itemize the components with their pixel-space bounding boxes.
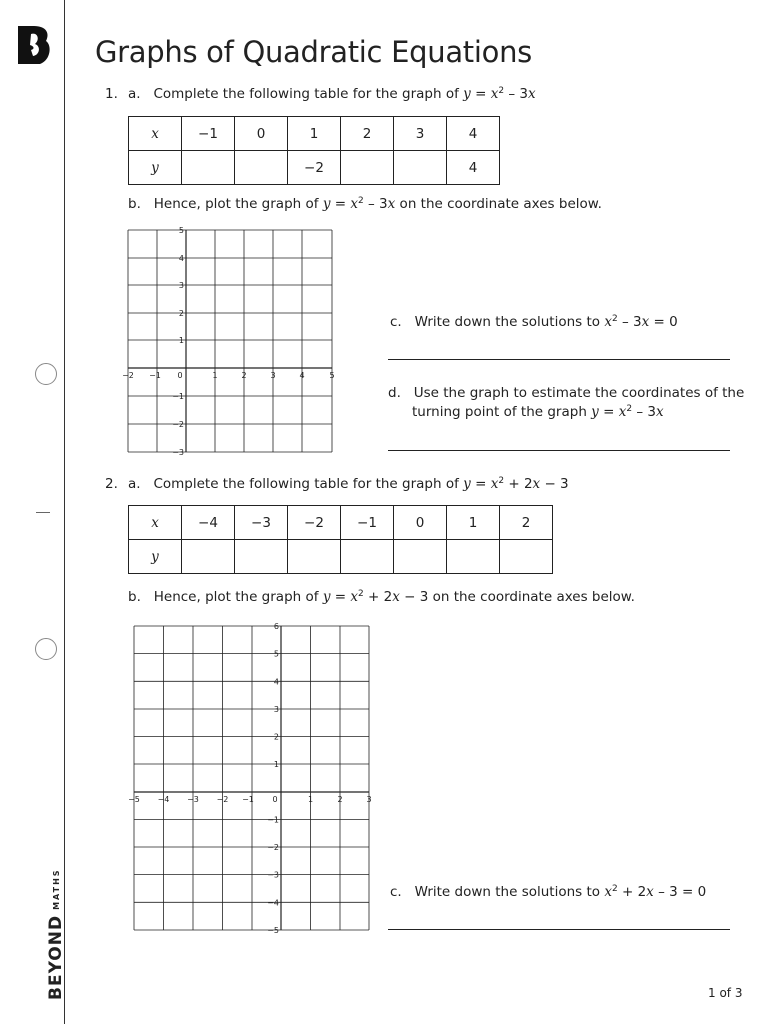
y-tick-label: −5 xyxy=(267,926,279,935)
table-cell: −1 xyxy=(182,117,235,151)
grid-lines xyxy=(128,230,335,452)
table-cell: −3 xyxy=(235,506,288,540)
q1d-answer-line[interactable] xyxy=(388,450,730,451)
table-cell: 2 xyxy=(341,117,394,151)
table-cell: 0 xyxy=(394,506,447,540)
table-cell: −1 xyxy=(341,506,394,540)
q2b-prompt: b. Hence, plot the graph of $y = x^2 + 2x - 3$ on the coordinate axes below. xyxy=(128,589,635,605)
answer-cell[interactable] xyxy=(182,540,235,574)
q1-value-table xyxy=(128,116,500,185)
x-tick-label: −2 xyxy=(216,795,229,804)
y-tick-label: 1 xyxy=(178,336,184,345)
table-cell: −4 xyxy=(182,506,235,540)
answer-cell[interactable] xyxy=(500,540,553,574)
x-tick-label: 2 xyxy=(337,795,343,804)
table-row-y xyxy=(129,151,500,185)
table-cell: x xyxy=(129,117,182,151)
q2-value-table xyxy=(128,505,553,574)
x-tick-label: −5 xyxy=(128,795,140,804)
y-tick-label: −1 xyxy=(267,815,279,825)
q2-coordinate-grid[interactable] xyxy=(124,618,380,938)
fold-mark xyxy=(36,512,50,513)
x-tick-label: 1 xyxy=(212,371,218,380)
q2a-prompt: a. Complete the following table for the graph of $y = x^2 + 2x - 3$ xyxy=(128,476,569,492)
table-row-y xyxy=(129,540,553,574)
y-tick-label: −1 xyxy=(172,392,184,401)
x-tick-label: −1 xyxy=(242,795,254,804)
binder-hole-top xyxy=(35,363,57,385)
beyond-logo-icon xyxy=(16,24,52,66)
answer-cell[interactable] xyxy=(341,540,394,574)
brand-sub: MATHS xyxy=(52,868,61,910)
q2c-answer-line[interactable] xyxy=(388,929,730,930)
page-title: Graphs of Quadratic Equations xyxy=(95,35,532,69)
table-cell: 4 xyxy=(447,151,500,185)
brand-wordmark xyxy=(24,860,66,1000)
table-cell: 1 xyxy=(447,506,500,540)
x-tick-label: −1 xyxy=(149,371,161,380)
x-tick-label: 5 xyxy=(329,371,335,380)
table-cell: 0 xyxy=(235,117,288,151)
answer-cell[interactable] xyxy=(182,151,235,185)
table-cell: 3 xyxy=(394,117,447,151)
table-cell: y xyxy=(129,540,182,574)
q1a-prompt: a. Complete the following table for the graph of $y = x^2 - 3x$ xyxy=(128,86,536,102)
brand-name: BEYOND xyxy=(46,914,66,1000)
x-tick-label: 2 xyxy=(241,371,247,380)
q1-coordinate-grid[interactable] xyxy=(118,222,348,462)
y-tick-label: −3 xyxy=(267,870,279,880)
x-tick-label: −2 xyxy=(122,371,134,380)
table-cell: 4 xyxy=(447,117,500,151)
table-row-x xyxy=(129,117,500,151)
y-tick-label: −2 xyxy=(172,420,184,429)
y-tick-label: 5 xyxy=(273,649,279,659)
y-tick-label: 1 xyxy=(273,760,279,769)
q2-number: 2. xyxy=(105,476,118,492)
x-tick-label: −3 xyxy=(187,795,199,804)
x-tick-label: 0 xyxy=(272,795,278,804)
table-cell: −2 xyxy=(288,151,341,185)
y-tick-label: 3 xyxy=(273,705,279,714)
x-tick-label: 4 xyxy=(299,371,305,380)
answer-cell[interactable] xyxy=(394,151,447,185)
grid-lines xyxy=(134,626,372,930)
answer-cell[interactable] xyxy=(288,540,341,574)
y-tick-label: 4 xyxy=(273,677,279,687)
q1-number: 1. xyxy=(105,86,118,102)
q1c-answer-line[interactable] xyxy=(388,359,730,360)
x-tick-label: 0 xyxy=(177,371,183,380)
table-row-x xyxy=(129,506,553,540)
table-cell: x xyxy=(129,506,182,540)
y-tick-label: −2 xyxy=(267,843,279,852)
table-cell: −2 xyxy=(288,506,341,540)
table-cell: 1 xyxy=(288,117,341,151)
x-tick-label: 1 xyxy=(307,795,314,804)
y-tick-label: 6 xyxy=(273,622,279,631)
q1d-prompt-line2: turning point of the graph $y = x^2 - 3x$ xyxy=(412,404,664,420)
x-tick-label: −4 xyxy=(157,795,170,804)
axes xyxy=(128,230,335,452)
q1d-prompt: d. Use the graph to estimate the coordinates of the xyxy=(388,385,745,401)
y-tick-label: 2 xyxy=(178,309,184,318)
q1b-prompt: b. Hence, plot the graph of $y = x^2 - 3x$ on the coordinate axes below. xyxy=(128,196,602,212)
answer-cell[interactable] xyxy=(447,540,500,574)
y-tick-label: −3 xyxy=(172,448,184,457)
q2c-prompt: c. Write down the solutions to $x^2 + 2x - 3 = 0$ xyxy=(390,884,707,900)
x-tick-label: 3 xyxy=(270,371,276,380)
y-tick-label: 2 xyxy=(273,732,279,742)
y-tick-label: 3 xyxy=(178,281,184,290)
x-tick-label: 3 xyxy=(366,795,372,804)
page-number: 1 of 3 xyxy=(708,986,743,1000)
answer-cell[interactable] xyxy=(235,540,288,574)
answer-cell[interactable] xyxy=(235,151,288,185)
y-tick-label: −4 xyxy=(267,898,279,908)
table-cell: y xyxy=(129,151,182,185)
answer-cell[interactable] xyxy=(341,151,394,185)
q1c-prompt: c. Write down the solutions to $x^2 - 3x = 0$ xyxy=(390,314,678,330)
table-cell: 2 xyxy=(500,506,553,540)
axes xyxy=(134,626,372,930)
y-tick-label: 5 xyxy=(178,226,184,235)
answer-cell[interactable] xyxy=(394,540,447,574)
y-tick-label: 4 xyxy=(178,254,184,263)
binder-hole-bottom xyxy=(35,638,57,660)
